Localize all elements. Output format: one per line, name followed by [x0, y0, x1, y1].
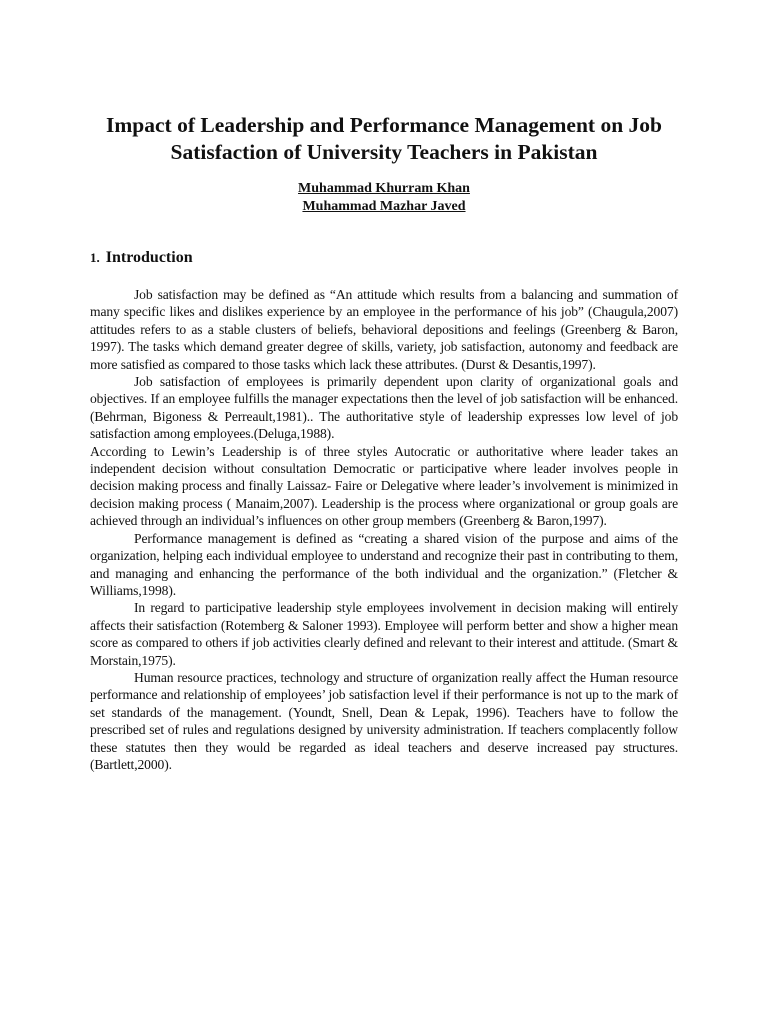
section-number: 1. — [90, 250, 100, 265]
paper-title: Impact of Leadership and Performance Management on Job Satisfaction of University Teachers in Pakistan — [106, 113, 662, 164]
author-list — [60, 180, 708, 216]
paragraph: According to Lewin’s Leadership is of three styles Autocratic or authoritative where leader takes an independent decision without consultation Democratic or participative where leader involves people in decision making process and finally Laissaz- Faire or Delegative where leader’s involvement is minimized in decision making process ( Manaim,2007). Leadership is the process where organizational or group goals are achieved through an individual’s influences on other group members (Greenberg & Baron,1997). — [90, 443, 678, 529]
author-name: Muhammad Mazhar Javed — [302, 199, 466, 214]
paragraph: Job satisfaction may be defined as “An attitude which results from a balancing and summation of many specific likes and dislikes experience by an employee in the performance of his job” (Chaugula,2007) attitudes refers to as a stable clusters of beliefs, behavioral depositions and feelings (Greenberg & Baron, 1997). The tasks which demand greater degree of skills, variety, job satisfaction, autonomy and feedback are more satisfied as compared to those tasks which lack these attributes. (Durst & Desantis,1997). — [90, 287, 678, 372]
author-name: Muhammad Khurram Khan — [298, 181, 470, 196]
paragraph: Performance management is defined as “creating a shared vision of the purpose and aims of the organization, helping each individual employee to understand and recognize their past in contributing to them, and managing and enhancing the performance of the both individual and the organization.” (Fletcher & Williams,1998). — [90, 530, 678, 598]
section-heading — [90, 249, 193, 267]
paragraph: Human resource practices, technology and structure of organization really affect the Human resource performance and relationship of employees’ job satisfaction level if their performance is not up to the mark of set standards of the management. (Youndt, Snell, Dean & Lepak, 1996). Teachers have to follow the prescribed set of rules and regulations designed by university administration. If teachers complacently follow these statutes then they would be regarded as ideal teachers and deserve increased pay structures. (Bartlett,2000). — [90, 669, 678, 772]
paragraph: Job satisfaction of employees is primarily dependent upon clarity of organizational goals and objectives. If an employee fulfills the manager expectations then the level of job satisfaction will be enhanced. (Behrman, Bigoness & Perreault,1981).. The authoritative style of leadership expresses low level of job satisfaction among employees.(Deluga,1988). — [90, 374, 678, 442]
paragraph: In regard to participative leadership style employees involvement in decision making will entirely affects their satisfaction (Rotemberg & Saloner 1993). Employee will perform better and show a higher mean score as compared to others if job activities clearly defined and relevant to their interest and attitude. (Smart & Morstain,1975). — [90, 600, 678, 668]
section-title: Introduction — [105, 249, 193, 266]
section-body — [90, 286, 678, 773]
